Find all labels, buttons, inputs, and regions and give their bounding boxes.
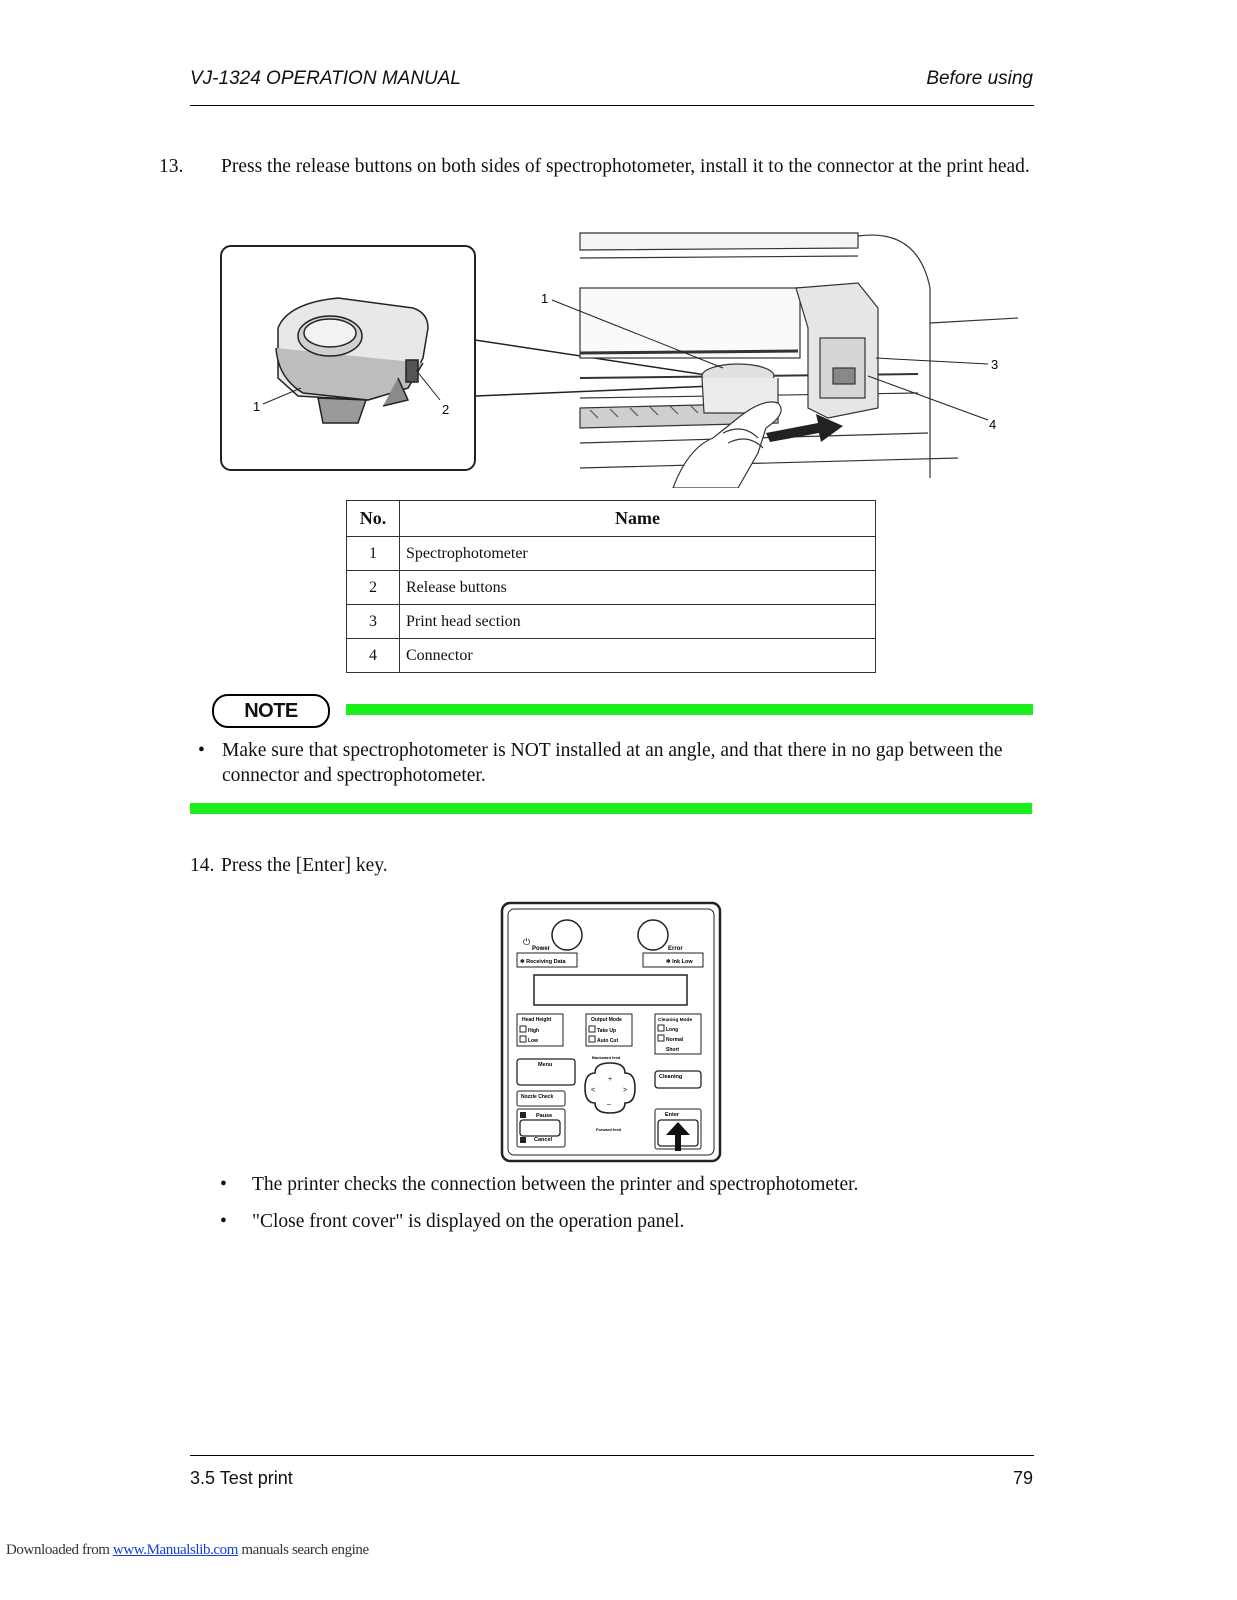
cell-name: Spectrophotometer xyxy=(400,537,876,571)
short-label: Short xyxy=(666,1047,680,1053)
cancel-label: Cancel xyxy=(534,1137,553,1143)
pause-label: Pause xyxy=(536,1113,553,1119)
page-number: 79 xyxy=(1012,1468,1033,1488)
cleaning-label: Cleaning xyxy=(659,1074,683,1080)
step-14-text: Press the [Enter] key. xyxy=(221,855,388,876)
callout-3: 3 xyxy=(991,357,999,372)
power-lamp xyxy=(552,920,582,950)
minus-key: – xyxy=(607,1101,611,1108)
cell-name: Connector xyxy=(400,639,876,673)
output-mode-label: Output Mode xyxy=(591,1017,622,1023)
backward-feed-label: Backward feed xyxy=(592,1055,621,1060)
cleaning-mode-label: Cleaning Mode xyxy=(658,1018,693,1023)
step-14 xyxy=(190,853,388,878)
operation-panel-figure xyxy=(500,901,722,1163)
note-badge: NOTE xyxy=(212,694,330,728)
note-bullet-text: Make sure that spectrophotometer is NOT installed at an angle, and that there in no gap between the connector and spectrophotometer. xyxy=(222,740,1003,786)
bullet-text: The printer checks the connection between the printer and spectrophotometer. xyxy=(252,1174,859,1195)
step-13 xyxy=(159,154,1065,179)
step-14-number: 14. xyxy=(190,855,215,876)
callout-1: 1 xyxy=(541,291,549,306)
bullet-mark: • xyxy=(220,1211,227,1232)
pause-cancel-key xyxy=(520,1120,560,1136)
right-key: > xyxy=(623,1087,628,1094)
power-icon: ⏻ xyxy=(523,937,531,947)
spectrophotometer-install-figure xyxy=(218,228,1018,488)
callout-4: 4 xyxy=(989,417,997,432)
cell-no: 2 xyxy=(347,571,400,605)
footer-section: 3.5 Test print xyxy=(190,1468,293,1488)
parts-table xyxy=(346,500,876,673)
low-label: Low xyxy=(528,1038,538,1044)
plus-key: + xyxy=(608,1076,613,1083)
normal-label: Normal xyxy=(666,1037,684,1043)
download-notice xyxy=(6,1542,369,1559)
cell-name: Release buttons xyxy=(400,571,876,605)
table-row xyxy=(347,537,876,571)
power-label: Power xyxy=(532,946,551,952)
receiving-data-label: ✻ Receiving Data xyxy=(520,959,566,965)
table-row xyxy=(347,571,876,605)
left-key: < xyxy=(591,1087,596,1094)
step-13-number: 13. xyxy=(159,156,184,177)
cell-name: Print head section xyxy=(400,605,876,639)
lcd-display xyxy=(534,975,687,1005)
forward-feed-label: Forward feed xyxy=(596,1127,622,1132)
bullet-mark: • xyxy=(198,740,205,761)
download-suffix: manuals search engine xyxy=(238,1542,369,1558)
column-header-name: Name xyxy=(400,501,876,537)
note-bar-top xyxy=(346,704,1033,715)
list-item xyxy=(220,1174,1020,1196)
table-row xyxy=(347,605,876,639)
printer-scene xyxy=(580,233,1018,488)
footer-divider xyxy=(190,1455,1034,1456)
header-divider xyxy=(190,105,1034,106)
high-label: High xyxy=(528,1028,540,1034)
step-14-bullets xyxy=(220,1174,1020,1248)
error-label: Error xyxy=(668,946,683,952)
ink-low-label: ✻ Ink Low xyxy=(666,959,693,965)
note-bar-bottom xyxy=(190,803,1032,814)
note-text xyxy=(198,738,1028,788)
head-height-label: Head Height xyxy=(522,1017,552,1023)
menu-label: Menu xyxy=(538,1062,553,1068)
callout-1-inset: 1 xyxy=(253,399,261,414)
cell-no: 4 xyxy=(347,639,400,673)
long-label: Long xyxy=(666,1027,679,1033)
list-item xyxy=(220,1211,1020,1233)
error-lamp xyxy=(638,920,668,950)
auto-cut-label: Auto Cut xyxy=(597,1038,619,1044)
manualslib-link[interactable]: www.Manualslib.com xyxy=(112,1542,239,1558)
bullet-mark: • xyxy=(220,1174,227,1195)
bullet-text: "Close front cover" is displayed on the operation panel. xyxy=(252,1211,685,1232)
cell-no: 1 xyxy=(347,537,400,571)
column-header-no: No. xyxy=(347,501,400,537)
header-title: VJ-1324 OPERATION MANUAL xyxy=(190,68,462,89)
header-section: Before using xyxy=(926,68,1033,89)
table-header-row xyxy=(347,501,876,537)
download-prefix: Downloaded from xyxy=(6,1542,113,1558)
step-13-text: Press the release buttons on both sides of spectrophotometer, install it to the connector at the print head. xyxy=(221,156,1030,177)
callout-2-inset: 2 xyxy=(442,402,450,417)
table-row xyxy=(347,639,876,673)
nozzle-check-label: Nozzle Check xyxy=(521,1094,554,1100)
cell-no: 3 xyxy=(347,605,400,639)
take-up-label: Take Up xyxy=(597,1028,617,1034)
enter-label: Enter xyxy=(665,1112,680,1118)
